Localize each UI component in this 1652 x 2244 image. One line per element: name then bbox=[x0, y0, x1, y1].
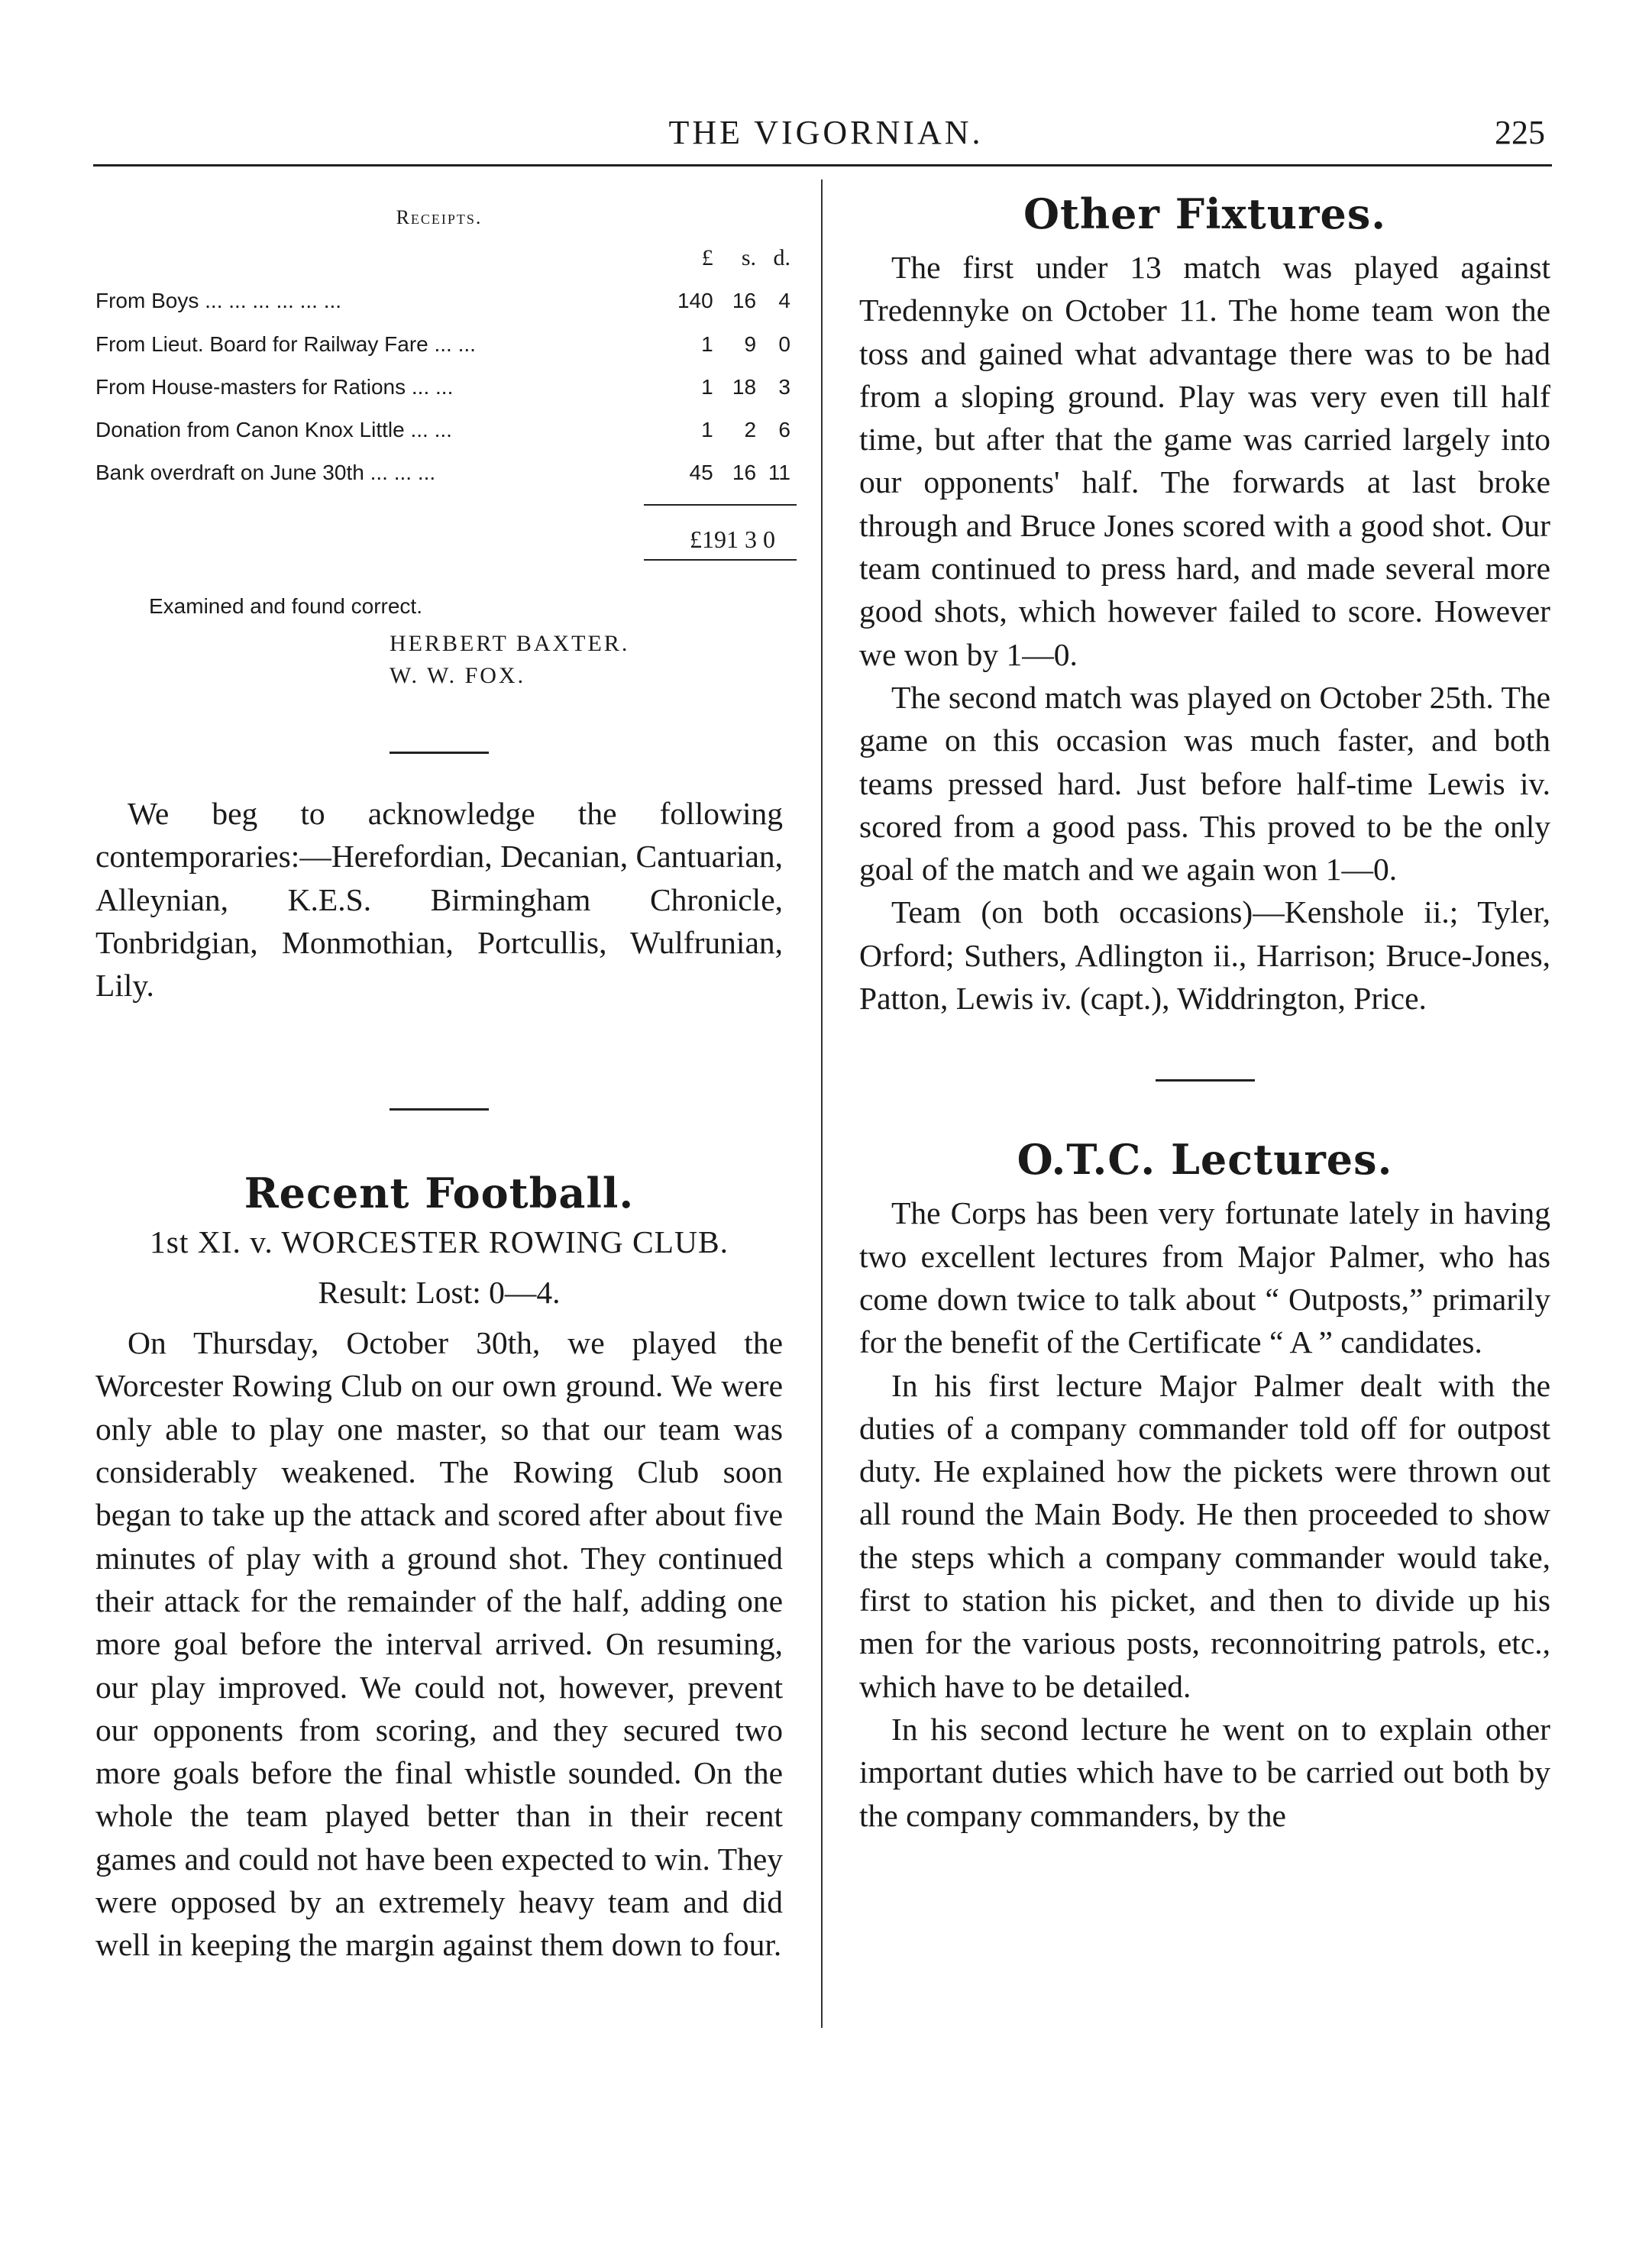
receipt-pence: 3 bbox=[778, 374, 790, 399]
receipt-pence: 0 bbox=[778, 331, 790, 356]
total-rule-bottom bbox=[644, 559, 797, 561]
section-separator bbox=[1156, 1079, 1255, 1082]
receipt-shillings: 16 bbox=[732, 461, 757, 485]
receipt-pounds: 1 bbox=[701, 331, 713, 356]
lectures-paragraph: The Corps has been very fortunate lately in having two excellent lectures from Major Palmer, who has come down twice to talk about “ Outposts,” primarily for the benefit of the Certificate “ A ” candidates. bbox=[859, 1195, 1550, 1360]
receipt-shillings: 18 bbox=[732, 374, 757, 399]
total-rule-top bbox=[644, 504, 797, 506]
running-header-title: THE VIGORNIAN. bbox=[668, 114, 984, 151]
otc-lectures-heading: O.T.C. Lectures. bbox=[1017, 1135, 1393, 1185]
match-result: Result: Lost: 0—4. bbox=[318, 1274, 561, 1310]
column-divider bbox=[821, 179, 823, 2028]
receipt-row bbox=[95, 409, 790, 451]
receipt-label: From Lieut. Board for Railway Fare bbox=[95, 331, 428, 356]
contemporaries-paragraph: We beg to acknowledge the following contemporaries:—Herefordian, Decanian, Cantuarian, Alleynian, K.E.S. Birmingham Chronicle, Tonbridgian, Monmothian, Portcullis, Wulfrunian, Lily. bbox=[95, 796, 783, 1004]
receipt-pence: 6 bbox=[778, 418, 790, 442]
receipt-shillings: 2 bbox=[744, 418, 757, 442]
page-number: 225 bbox=[1495, 114, 1545, 151]
leader-dots: ... ... bbox=[411, 374, 454, 399]
pence-head: d. bbox=[773, 245, 790, 270]
signature-auditor-2: W. W. FOX. bbox=[390, 663, 526, 689]
receipt-pounds: 45 bbox=[689, 461, 713, 485]
leader-dots: ... ... ... bbox=[370, 461, 436, 485]
fixtures-paragraph: The second match was played on October 25th. The game on this occasion was much faster, and both teams pressed hard. Just before half-time Lewis iv. scored from a good pass. This proved to be the only goal of the match and we again won 1—0. bbox=[859, 679, 1550, 888]
receipt-row bbox=[95, 323, 790, 366]
left-column bbox=[95, 206, 790, 1967]
receipts-total: £191 3 0 bbox=[690, 525, 775, 553]
receipt-pounds: 1 bbox=[701, 374, 713, 399]
receipts-title: Receipts. bbox=[396, 206, 483, 228]
receipt-row bbox=[95, 451, 790, 494]
receipt-row bbox=[95, 280, 790, 322]
signature-auditor-1: HERBERT BAXTER. bbox=[390, 631, 630, 657]
recent-football-heading: Recent Football. bbox=[244, 1168, 635, 1217]
receipts-currency-head bbox=[95, 237, 790, 280]
leader-dots: ... ... ... ... ... ... bbox=[205, 289, 342, 313]
section-separator bbox=[390, 1108, 489, 1111]
receipt-label: Donation from Canon Knox Little bbox=[95, 418, 405, 442]
receipts-total-block bbox=[95, 495, 783, 564]
other-fixtures-heading: Other Fixtures. bbox=[1023, 189, 1387, 238]
receipts-table bbox=[95, 237, 790, 495]
examined-note: Examined and found correct. bbox=[149, 593, 422, 618]
lectures-paragraph: In his second lecture he went on to explain other important duties which have to be carried out both by the company commanders, by the bbox=[859, 1711, 1550, 1833]
receipt-shillings: 16 bbox=[732, 289, 757, 313]
receipt-pounds: 140 bbox=[677, 289, 713, 313]
match-title: 1st XI. v. WORCESTER ROWING CLUB. bbox=[149, 1224, 729, 1259]
receipt-pence: 11 bbox=[768, 461, 790, 485]
shillings-head: s. bbox=[741, 245, 757, 270]
receipt-label: Bank overdraft on June 30th bbox=[95, 461, 364, 485]
receipt-pounds: 1 bbox=[701, 418, 713, 442]
receipt-label: From House-masters for Rations bbox=[95, 374, 406, 399]
match-report: On Thursday, October 30th, we played the Worcester Rowing Club on our own ground. We were only able to play one master, so that our team was considerably weakened. The Rowing Club soon began to take up the attack and scored after about five minutes of play with a ground shot. They continued their attack for the remainder of the half, adding one more goal before the interval arrived. On resuming, our play improved. We could not, however, prevent our opponents from scoring, and they secured two more goals before the final whistle sounded. On the whole the team played better than in their recent games and could not have been expected to win. They were opposed by an extremely heavy team and did well in keeping the margin against them down to four. bbox=[95, 1325, 783, 1963]
receipt-shillings: 9 bbox=[744, 331, 757, 356]
lectures-paragraph: In his first lecture Major Palmer dealt with the duties of a company commander told off for outpost duty. He explained how the pickets were thrown out all round the Main Body. He then proceeded to show the steps which a company commander would take, first to station his picket, and then to divide up his men for the various posts, reconnoitring patrols, etc., which have to be detailed. bbox=[859, 1367, 1550, 1704]
header-rule bbox=[93, 164, 1552, 167]
fixtures-paragraph: The first under 13 match was played against Tredennyke on October 11. The home team won the toss and gained what advantage there was to be had from a sloping ground. Play was very even till half time, but after that the game was carried largely into our opponents' half. The forwards at last broke through and Bruce Jones scored with a good shot. Our team continued to press hard, and made several more good shots, which however failed to score. However we won by 1—0. bbox=[859, 250, 1550, 672]
leader-dots: ... ... bbox=[434, 331, 476, 356]
receipt-pence: 4 bbox=[778, 289, 790, 313]
section-separator bbox=[390, 752, 489, 754]
pounds-head: £ bbox=[701, 245, 713, 270]
receipt-row bbox=[95, 366, 790, 409]
receipt-label: From Boys bbox=[95, 289, 199, 313]
fixtures-team-list: Team (on both occasions)—Kenshole ii.; Tyler, Orford; Suthers, Adlington ii., Harrison; Bruce-Jones, Patton, Lewis iv. (capt.), Widdrington, Price. bbox=[859, 894, 1550, 1017]
leader-dots: ... ... bbox=[410, 418, 452, 442]
right-column bbox=[859, 191, 1550, 1837]
